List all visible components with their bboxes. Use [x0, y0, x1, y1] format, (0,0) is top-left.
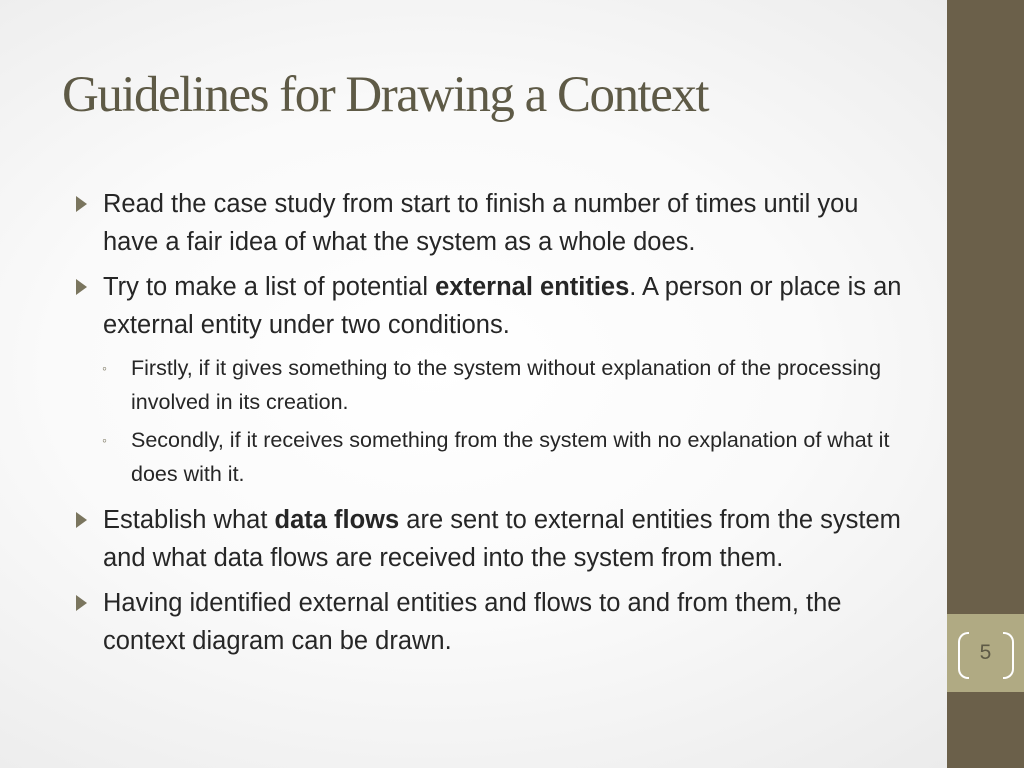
bullet-text: Having identified external entities and flows to and from them, the context diagram can be drawn.	[103, 589, 842, 655]
bullet-arrow-icon	[76, 595, 87, 611]
bullet-item	[76, 185, 906, 261]
sub-bullet-text: Secondly, if it receives something from the system with no explanation of what it does with it.	[131, 428, 890, 486]
bullet-item	[76, 501, 906, 577]
bullet-arrow-icon	[76, 279, 87, 295]
bullet-bold-term: data flows	[274, 506, 400, 534]
page-number: 5	[979, 641, 992, 664]
sub-bullet-circle-icon: ◦	[102, 432, 107, 448]
sub-bullet-item	[76, 351, 906, 419]
bullet-list	[76, 185, 906, 667]
bullet-text-end: are sent to external entities from the system and what data flows are received into the system from them.	[103, 506, 901, 572]
bullet-item	[76, 268, 906, 344]
sub-bullet-item	[76, 423, 906, 491]
bullet-bold-term: external entities	[435, 273, 630, 301]
bullet-item	[76, 584, 906, 660]
bullet-text-start: Try to make a list of potential	[103, 273, 436, 301]
bullet-text-start: Establish what	[103, 506, 275, 534]
bullet-arrow-icon	[76, 196, 87, 212]
slide-title: Guidelines for Drawing a Context	[62, 67, 709, 123]
sub-bullet-circle-icon: ◦	[102, 360, 107, 376]
bullet-text: Read the case study from start to finish a number of times until you have a fair idea of what the system as a whole does.	[103, 190, 859, 256]
sub-bullet-text: Firstly, if it gives something to the system without explanation of the processing involved in its creation.	[131, 356, 882, 414]
bullet-arrow-icon	[76, 512, 87, 528]
bullet-text-end: . A person or place is an external entity under two conditions.	[103, 273, 902, 339]
